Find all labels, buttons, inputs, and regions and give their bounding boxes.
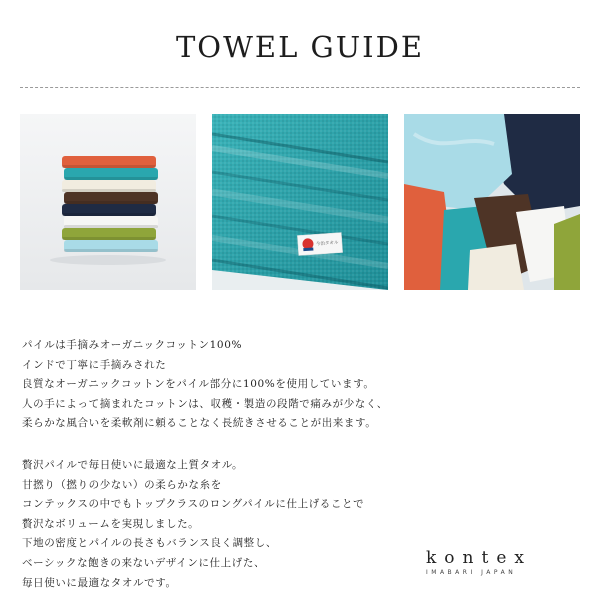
teal-towel-closeup-photo xyxy=(212,114,388,290)
paragraph-line: 柔らかな風合いを柔軟剤に頼ることなく長続きさせることが出来ます。 xyxy=(22,417,377,430)
teal-towel-illustration xyxy=(212,114,388,290)
towel-shadow xyxy=(64,249,158,252)
paragraph-line: 人の手によって摘まれたコットンは、収穫・製造の段階で痛みが少なく、 xyxy=(22,397,388,410)
paragraph-line: 贅沢パイルで毎日使いに最適な上質タオル。 xyxy=(22,459,244,471)
stacked-towels-illustration xyxy=(20,114,196,290)
dashed-divider xyxy=(20,87,580,88)
towel-pile-photo xyxy=(404,114,580,290)
towel-shadow xyxy=(62,189,156,192)
paragraph-line: 良質なオーガニックコットンをパイル部分に100%を使用しています。 xyxy=(22,378,375,391)
paragraph-line: 甘撚り（撚りの少ない）の柔らかな糸を xyxy=(22,478,222,491)
kontex-logo xyxy=(426,548,586,576)
page-title: TOWEL GUIDE xyxy=(175,30,425,64)
paragraph-1 xyxy=(22,336,492,434)
paragraph-line: インドで丁寧に手摘みされた xyxy=(22,358,167,371)
paragraph-line: 毎日使いに最適なタオルです。 xyxy=(22,576,177,589)
towel-shadow xyxy=(62,213,156,216)
logo-wordmark: kontex xyxy=(426,548,532,568)
logo-tagline: IMABARI JAPAN xyxy=(426,569,517,576)
towel-pile-illustration xyxy=(404,114,580,290)
imabari-tag xyxy=(297,232,342,255)
towel-shadow xyxy=(62,237,156,240)
paragraph-line: ベーシックな飽きの来ないデザインに仕上げた、 xyxy=(22,556,266,569)
towel-shadow xyxy=(64,201,158,204)
paragraph-line: パイルは手摘みオーガニックコットン100% xyxy=(22,339,243,351)
paragraph-line: 下地の密度とパイルの長さもバランス良く調整し、 xyxy=(22,537,277,550)
towel-shadow xyxy=(62,165,156,168)
paragraph-line: コンテックスの中でもトップクラスのロングパイルに仕上げることで xyxy=(22,498,365,511)
paragraph-line: 贅沢なボリュームを実現しました。 xyxy=(22,517,200,530)
paragraph-2 xyxy=(22,456,492,593)
tag-text: 今治タオル xyxy=(315,240,339,248)
towel-shadow xyxy=(64,177,158,180)
towel-shadow xyxy=(64,225,158,228)
stacked-towels-photo xyxy=(20,114,196,290)
